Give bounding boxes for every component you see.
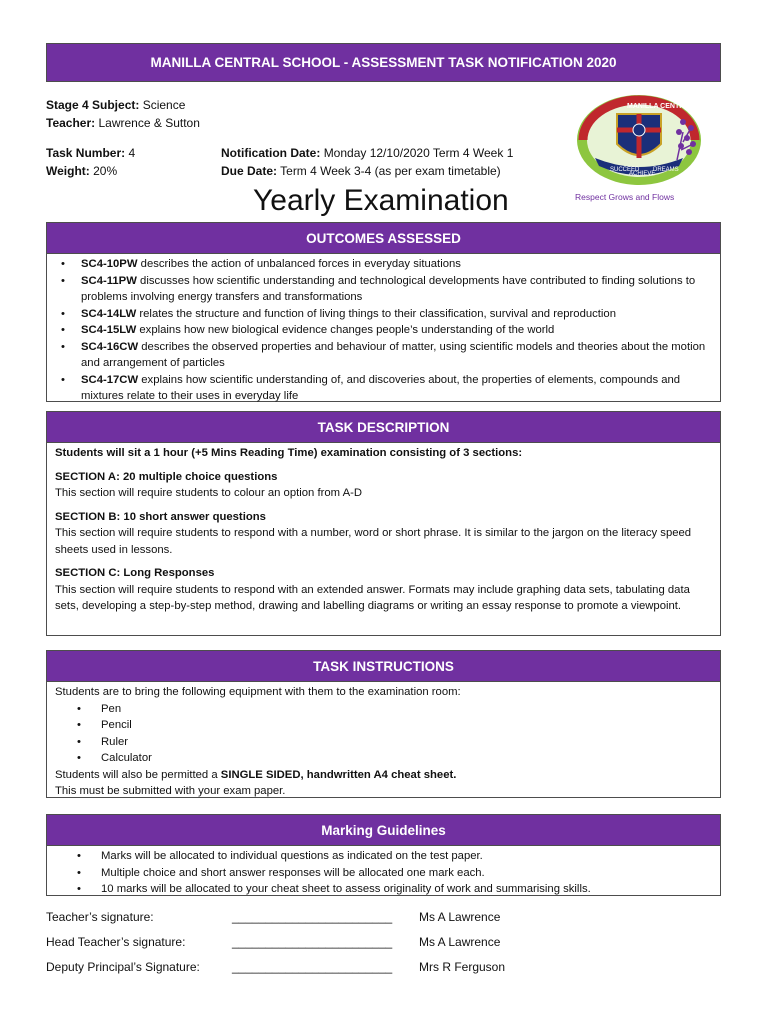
svg-text:DREAMS: DREAMS (653, 167, 679, 173)
marking-list (55, 848, 712, 898)
signature-row: Teacher’s signature: ________________________ Ms A Lawrence (46, 910, 501, 924)
stage-subject: Stage 4 Subject: Science (46, 98, 186, 112)
outcomes-heading: OUTCOMES ASSESSED (47, 223, 720, 254)
list-item: • SC4-17CW explains how scientific understanding of, and discoveries about, the properties of elements, compounds and mixtures relate to their uses in everyday life (51, 372, 712, 405)
marking-heading: Marking Guidelines (47, 815, 720, 846)
list-item: • Pen (55, 701, 712, 718)
due-date: Due Date: Term 4 Week 3-4 (as per exam timetable) (221, 164, 501, 178)
page-title: Yearly Examination (253, 184, 509, 217)
svg-text:Respect Grows and Flows: Respect Grows and Flows (575, 192, 675, 202)
equipment-list (55, 701, 712, 767)
marking-guidelines-section (46, 814, 721, 896)
cheat-sheet-note: Students will also be permitted a SINGLE SIDED, handwritten A4 cheat sheet. (55, 768, 457, 781)
list-item: • SC4-10PW describes the action of unbalanced forces in everyday situations (51, 256, 712, 273)
section-a: SECTION A: 20 multiple choice questions This section will require students to colour an option from A-D (55, 470, 363, 499)
list-item: • Calculator (55, 750, 712, 767)
list-item: • Pencil (55, 717, 712, 734)
task-weight: Weight: 20% (46, 164, 118, 178)
task-description-section (46, 411, 721, 636)
list-item: • Multiple choice and short answer responses will be allocated one mark each. (55, 865, 712, 882)
list-item: • SC4-16CW describes the observed properties and behaviour of matter, using scientific models and theories about the motion and arrangement of particles (51, 339, 712, 372)
task-instructions-section (46, 650, 721, 798)
list-item: • Marks will be allocated to individual questions as indicated on the test paper. (55, 848, 712, 865)
list-item: • SC4-15LW explains how new biological evidence changes people’s understanding of the world (51, 322, 712, 339)
signature-row: Head Teacher’s signature: ________________________ Ms A Lawrence (46, 935, 501, 949)
svg-text:ACHIEVE: ACHIEVE (629, 171, 656, 177)
task-number: Task Number: 4 (46, 146, 136, 160)
banner-title: MANILLA CENTRAL SCHOOL - ASSESSMENT TASK NOTIFICATION 2020 (150, 55, 617, 70)
svg-text:MANILLA CENTRAL SCHOOL: MANILLA CENTRAL SCHOOL (627, 103, 726, 110)
school-crest-icon (573, 92, 726, 206)
section-c: SECTION C: Long Responses This section will require students to respond with an extended answer. Formats may include graphing data sets, tabulating data sets, developing a step-by-step method, drawing and labelling diagrams or writing an essay response to promote a viewpoint. (55, 567, 690, 612)
school-logo (573, 92, 726, 206)
signature-line[interactable]: ________________________ (232, 935, 393, 949)
notification-date: Notification Date: Monday 12/10/2020 Term 4 Week 1 (221, 146, 514, 160)
signature-row: Deputy Principal’s Signature: ________________________ Mrs R Ferguson (46, 960, 506, 974)
task-description-intro: Students will sit a 1 hour (+5 Mins Reading Time) examination consisting of 3 sections: (55, 447, 523, 459)
list-item: • SC4-14LW relates the structure and function of living things to their classification, survival and reproduction (51, 306, 712, 323)
instructions-intro: Students are to bring the following equipment with them to the examination room: (55, 686, 461, 698)
submit-note: This must be submitted with your exam paper. (55, 785, 286, 797)
task-description-heading: TASK DESCRIPTION (47, 412, 720, 443)
signature-line[interactable]: ________________________ (232, 960, 393, 974)
signature-line[interactable]: ________________________ (232, 910, 393, 924)
svg-text:SUCCEED: SUCCEED (610, 167, 640, 173)
list-item: • 10 marks will be allocated to your cheat sheet to assess originality of work and summarising skills. (55, 881, 712, 898)
outcomes-section (46, 222, 721, 402)
teacher-info: Teacher: Lawrence & Sutton (46, 116, 200, 130)
list-item: • SC4-11PW discusses how scientific understanding and technological developments have contributed to finding solutions to problems involving energy transfers and transformations (51, 273, 712, 306)
notification-banner (46, 43, 721, 82)
task-instructions-heading: TASK INSTRUCTIONS (47, 651, 720, 682)
section-b: SECTION B: 10 short answer questions This section will require students to respond with a number, word or short phrase. It is similar to the jargon on the literacy speed sheets used in lessons. (55, 510, 692, 556)
list-item: • Ruler (55, 734, 712, 751)
outcomes-list (51, 256, 712, 405)
